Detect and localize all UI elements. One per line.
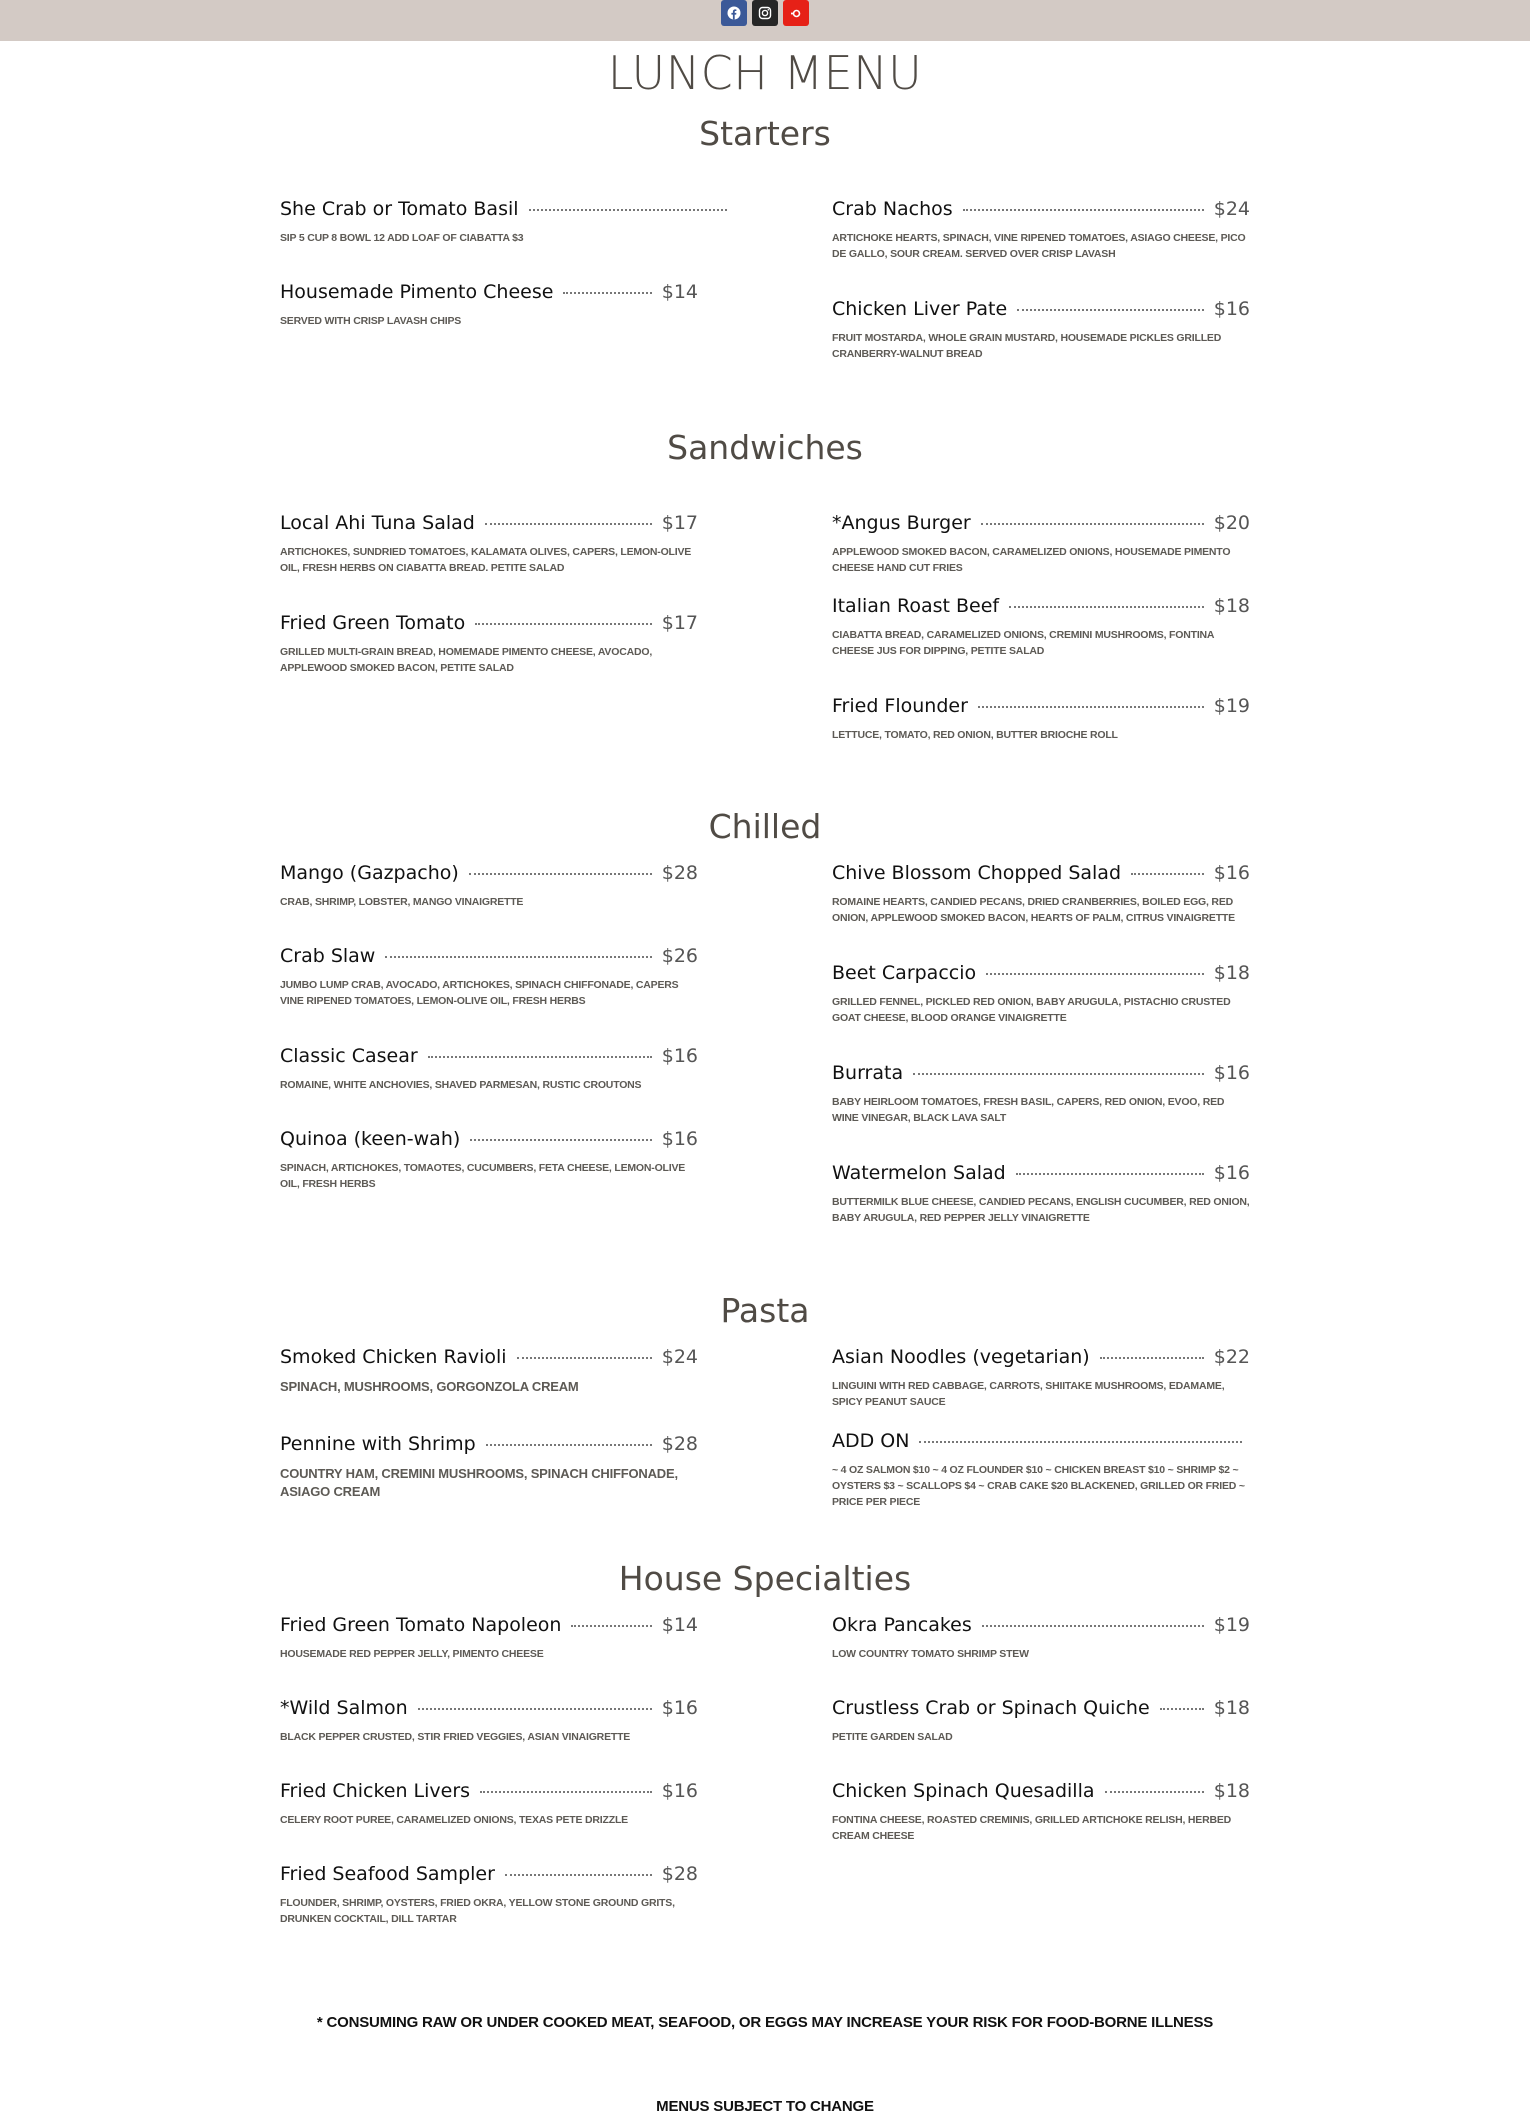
dotted-leader [485, 523, 652, 525]
menu-item-header [280, 1861, 698, 1887]
menu-item-price: $16 [661, 1697, 698, 1719]
menu-item-price: $28 [661, 1433, 698, 1455]
menu-item-description: JUMBO LUMP CRAB, AVOCADO, ARTICHOKES, SPINACH CHIFFONADE, CAPERS VINE RIPENED TOMATOES, LEMON-OLIVE OIL, FRESH HERBS [280, 979, 679, 1007]
dotted-leader [913, 1073, 1204, 1075]
menu-item-header [280, 943, 698, 969]
menu-item-name: Crab Nachos [832, 198, 953, 220]
menu-item-header [280, 860, 698, 886]
menu-item-price: $16 [1213, 298, 1250, 320]
dotted-leader [1160, 1708, 1204, 1710]
menu-item-name: Fried Seafood Sampler [280, 1863, 495, 1885]
menu-item-description: GRILLED MULTI-GRAIN BREAD, HOMEMADE PIMENTO CHEESE, AVOCADO, APPLEWOOD SMOKED BACON, PETITE SALAD [280, 646, 653, 674]
menu-item [832, 960, 1250, 1026]
menu-item-name: Okra Pancakes [832, 1614, 972, 1636]
section-title: Pasta [720, 1291, 810, 1330]
page-title: LUNCH MENU [607, 46, 923, 100]
menu-item-header [832, 693, 1250, 719]
menu-item-price: $16 [1213, 862, 1250, 884]
menu-item-price: $20 [1213, 512, 1250, 534]
menu-item-price: $19 [1213, 695, 1250, 717]
menu-item-name: Smoked Chicken Ravioli [280, 1346, 507, 1368]
menu-item-description: SERVED WITH CRISP LAVASH CHIPS [280, 315, 462, 327]
menu-item-name: Fried Flounder [832, 695, 968, 717]
menu-item [280, 1778, 698, 1828]
dotted-leader [563, 292, 651, 294]
menu-item-price: $18 [1213, 1780, 1250, 1802]
menu-item-header [832, 296, 1250, 322]
menu-item-name: Crustless Crab or Spinach Quiche [832, 1697, 1150, 1719]
dotted-leader [418, 1708, 652, 1710]
menu-item-description: HOUSEMADE RED PEPPER JELLY, PIMENTO CHEESE [280, 1648, 544, 1660]
menu-item-name: Housemade Pimento Cheese [280, 281, 554, 303]
dotted-leader [469, 873, 652, 875]
menu-item [832, 196, 1250, 262]
menu-item-name: Watermelon Salad [832, 1162, 1006, 1184]
menu-item-description: SIP 5 CUP 8 BOWL 12 ADD LOAF OF CIABATTA $3 [280, 232, 524, 244]
menu-item-header [280, 1344, 698, 1370]
menu-item-description: SPINACH, ARTICHOKES, TOMAOTES, CUCUMBERS, FETA CHEESE, LEMON-OLIVE OIL, FRESH HERBS [280, 1162, 686, 1190]
menu-item-description: FONTINA CHEESE, ROASTED CREMINIS, GRILLED ARTICHOKE RELISH, HERBED CREAM CHEESE [832, 1814, 1232, 1842]
menu-item-header [280, 196, 698, 222]
dotted-leader [978, 706, 1204, 708]
dotted-leader [385, 956, 651, 958]
menu-item-description: LETTUCE, TOMATO, RED ONION, BUTTER BRIOCHE ROLL [832, 729, 1118, 741]
menu-item-header [280, 1695, 698, 1721]
menu-item-price: $22 [1213, 1346, 1250, 1368]
menu-item-description: PETITE GARDEN SALAD [832, 1731, 953, 1743]
section-title: Chilled [708, 807, 822, 846]
menu-item-name: Quinoa (keen-wah) [280, 1128, 461, 1150]
menu-item [832, 1612, 1250, 1662]
menu-item-price: $16 [661, 1780, 698, 1802]
menu-item-header [832, 1160, 1250, 1186]
menu-item-description: LOW COUNTRY TOMATO SHRIMP STEW [832, 1648, 1029, 1660]
menu-item-description: BUTTERMILK BLUE CHEESE, CANDIED PECANS, ENGLISH CUCUMBER, RED ONION, BABY ARUGULA, RED PEPPER JELLY VINAIGRETTE [832, 1196, 1250, 1224]
menu-item [832, 296, 1250, 362]
menu-item-price: $19 [1213, 1614, 1250, 1636]
menu-item-price: $16 [661, 1128, 698, 1150]
dotted-leader [1105, 1791, 1204, 1793]
menu-item [280, 1431, 698, 1501]
menu-item-description: ARTICHOKE HEARTS, SPINACH, VINE RIPENED TOMATOES, ASIAGO CHEESE, PICO DE GALLO, SOUR CREAM. SERVED OVER CRISP LAVASH [832, 232, 1246, 260]
menu-item-price: $16 [1213, 1062, 1250, 1084]
menu-item-header [832, 1344, 1250, 1370]
menu-item [832, 593, 1250, 659]
menu-item-name: ADD ON [832, 1430, 910, 1452]
menu-item-price: $26 [661, 945, 698, 967]
menu-item-header [832, 1695, 1250, 1721]
menu-item-header [280, 1043, 698, 1069]
dotted-leader [919, 1441, 1242, 1443]
food-safety-notice: * CONSUMING RAW OR UNDER COOKED MEAT, SEAFOOD, OR EGGS MAY INCREASE YOUR RISK FOR FOOD-BORNE ILLNESS [316, 2014, 1214, 2031]
menu-item-header [832, 593, 1250, 619]
menu-item-name: Burrata [832, 1062, 904, 1084]
dotted-leader [486, 1444, 652, 1446]
dotted-leader [986, 973, 1204, 975]
dotted-leader [981, 523, 1204, 525]
dotted-leader [517, 1357, 652, 1359]
menu-item-name: *Wild Salmon [280, 1697, 408, 1719]
menu-item [832, 1695, 1250, 1745]
menu-item-header [832, 1060, 1250, 1086]
menu-item [280, 1043, 698, 1093]
menu-item-description: SPINACH, MUSHROOMS, GORGONZOLA CREAM [280, 1379, 579, 1394]
menu-item-description: BABY HEIRLOOM TOMATOES, FRESH BASIL, CAPERS, RED ONION, EVOO, RED WINE VINEGAR, BLACK LAVA SALT [832, 1096, 1225, 1124]
menu-item-header [280, 1612, 698, 1638]
menu-item [280, 1344, 698, 1396]
menu-item-header [280, 1778, 698, 1804]
menu-item-header [832, 1428, 1252, 1454]
menu-item-description: FRUIT MOSTARDA, WHOLE GRAIN MUSTARD, HOUSEMADE PICKLES GRILLED CRANBERRY-WALNUT BREAD [832, 332, 1222, 360]
menu-change-notice: MENUS SUBJECT TO CHANGE [656, 2098, 874, 2115]
menu-item [280, 610, 698, 676]
menu-item-price: $16 [1213, 1162, 1250, 1184]
menu-item-name: *Angus Burger [832, 512, 971, 534]
instagram-icon[interactable] [752, 0, 778, 26]
menu-item-header [280, 610, 698, 636]
menu-item-header [832, 1778, 1250, 1804]
menu-item-description: CIABATTA BREAD, CARAMELIZED ONIONS, CREMINI MUSHROOMS, FONTINA CHEESE JUS FOR DIPPING, PETITE SALAD [832, 629, 1214, 657]
dotted-leader [1016, 1173, 1204, 1175]
menu-item [832, 860, 1250, 926]
menu-item [280, 1612, 698, 1662]
menu-item-description: ARTICHOKES, SUNDRIED TOMATOES, KALAMATA OLIVES, CAPERS, LEMON-OLIVE OIL, FRESH HERBS ON CIABATTA BREAD. PETITE SALAD [280, 546, 692, 574]
menu-item-name: Chicken Liver Pate [832, 298, 1008, 320]
menu-item [832, 1778, 1250, 1844]
menu-item-description: BLACK PEPPER CRUSTED, STIR FRIED VEGGIES, ASIAN VINAIGRETTE [280, 1731, 631, 1743]
menu-item-price: $17 [661, 612, 698, 634]
menu-item-name: Fried Green Tomato [280, 612, 466, 634]
menu-item-name: Beet Carpaccio [832, 962, 977, 984]
menu-item [280, 943, 698, 1009]
menu-item-name: Fried Chicken Livers [280, 1780, 471, 1802]
menu-item-header [280, 279, 698, 305]
menu-item [832, 1060, 1250, 1126]
section-title: Starters [699, 114, 831, 153]
menu-item [832, 1344, 1250, 1410]
menu-item-header [832, 960, 1250, 986]
menu-item [280, 510, 698, 576]
menu-item-header [832, 510, 1250, 536]
menu-item-price: $18 [1213, 595, 1250, 617]
section-title: House Specialties [618, 1559, 912, 1598]
dotted-leader [1009, 606, 1204, 608]
menu-item [280, 279, 698, 329]
menu-item [832, 510, 1250, 576]
menu-item [832, 1160, 1250, 1226]
section-title: Sandwiches [667, 428, 863, 467]
dotted-leader [475, 623, 652, 625]
menu-item-price: $14 [661, 1614, 698, 1636]
menu-item-description: CELERY ROOT PUREE, CARAMELIZED ONIONS, TEXAS PETE DRIZZLE [280, 1814, 628, 1826]
menu-item-name: Classic Casear [280, 1045, 418, 1067]
menu-item [280, 196, 698, 246]
menu-item-description: APPLEWOOD SMOKED BACON, CARAMELIZED ONIONS, HOUSEMADE PIMENTO CHEESE HAND CUT FRIES [832, 546, 1231, 574]
dotted-leader [1017, 309, 1204, 311]
menu-item-header [280, 1126, 698, 1152]
dotted-leader [480, 1791, 652, 1793]
menu-item-header [832, 196, 1250, 222]
menu-item-price: $18 [1213, 1697, 1250, 1719]
dotted-leader [529, 209, 727, 211]
menu-item-description: ~ 4 OZ SALMON $10 ~ 4 OZ FLOUNDER $10 ~ CHICKEN BREAST $10 ~ SHRIMP $2 ~ OYSTERS $3 ~ SCALLOPS $4 ~ CRAB CAKE $20 BLACKENED, GRILLED OR FRIED ~ PRICE PER PIECE [832, 1464, 1245, 1508]
menu-item [280, 1695, 698, 1745]
menu-item-price: $24 [1213, 198, 1250, 220]
menu-item [280, 1126, 698, 1192]
menu-item-name: She Crab or Tomato Basil [280, 198, 519, 220]
menu-item-price: $28 [661, 1863, 698, 1885]
dotted-leader [505, 1874, 652, 1876]
dotted-leader [963, 209, 1204, 211]
menu-item-price: $16 [661, 1045, 698, 1067]
dotted-leader [428, 1056, 652, 1058]
menu-item-name: Chive Blossom Chopped Salad [832, 862, 1121, 884]
menu-item [280, 860, 698, 910]
menu-item-description: COUNTRY HAM, CREMINI MUSHROOMS, SPINACH CHIFFONADE, ASIAGO CREAM [280, 1466, 678, 1499]
menu-item-description: LINGUINI WITH RED CABBAGE, CARROTS, SHIITAKE MUSHROOMS, EDAMAME, SPICY PEANUT SAUCE [832, 1380, 1225, 1408]
menu-item-description: ROMAINE, WHITE ANCHOVIES, SHAVED PARMESAN, RUSTIC CROUTONS [280, 1079, 642, 1091]
menu-item-header [832, 1612, 1250, 1638]
menu-item-name: Italian Roast Beef [832, 595, 1000, 617]
menu-item-price: $18 [1213, 962, 1250, 984]
dotted-leader [1131, 873, 1204, 875]
menu-item-name: Pennine with Shrimp [280, 1433, 476, 1455]
menu-item-name: Crab Slaw [280, 945, 376, 967]
dotted-leader [982, 1625, 1204, 1627]
menu-item-name: Chicken Spinach Quesadilla [832, 1780, 1095, 1802]
menu-item-name: Local Ahi Tuna Salad [280, 512, 475, 534]
menu-item-description: GRILLED FENNEL, PICKLED RED ONION, BABY ARUGULA, PISTACHIO CRUSTED GOAT CHEESE, BLOOD ORANGE VINAIGRETTE [832, 996, 1231, 1024]
menu-item-price: $14 [661, 281, 698, 303]
top-bar [0, 0, 1530, 41]
menu-item [832, 693, 1250, 743]
menu-item-price: $24 [661, 1346, 698, 1368]
menu-item-description: ROMAINE HEARTS, CANDIED PECANS, DRIED CRANBERRIES, BOILED EGG, RED ONION, APPLEWOOD SMOKED BACON, HEARTS OF PALM, CITRUS VINAIGRETTE [832, 896, 1235, 924]
yelp-icon[interactable] [783, 0, 809, 26]
menu-item-description: CRAB, SHRIMP, LOBSTER, MANGO VINAIGRETTE [280, 896, 524, 908]
facebook-icon[interactable] [721, 0, 747, 26]
menu-item-header [280, 510, 698, 536]
dotted-leader [1100, 1357, 1204, 1359]
menu-item-header [832, 860, 1250, 886]
menu-item [280, 1861, 698, 1927]
menu-item-name: Fried Green Tomato Napoleon [280, 1614, 562, 1636]
dotted-leader [571, 1625, 651, 1627]
menu-item-price: $17 [661, 512, 698, 534]
menu-item-name: Mango (Gazpacho) [280, 862, 459, 884]
dotted-leader [470, 1139, 651, 1141]
menu-item [832, 1428, 1252, 1510]
menu-item-price: $28 [661, 862, 698, 884]
menu-item-header [280, 1431, 698, 1457]
menu-item-name: Asian Noodles (vegetarian) [832, 1346, 1090, 1368]
menu-item-description: FLOUNDER, SHRIMP, OYSTERS, FRIED OKRA, YELLOW STONE GROUND GRITS, DRUNKEN COCKTAIL, DILL TARTAR [280, 1897, 675, 1925]
